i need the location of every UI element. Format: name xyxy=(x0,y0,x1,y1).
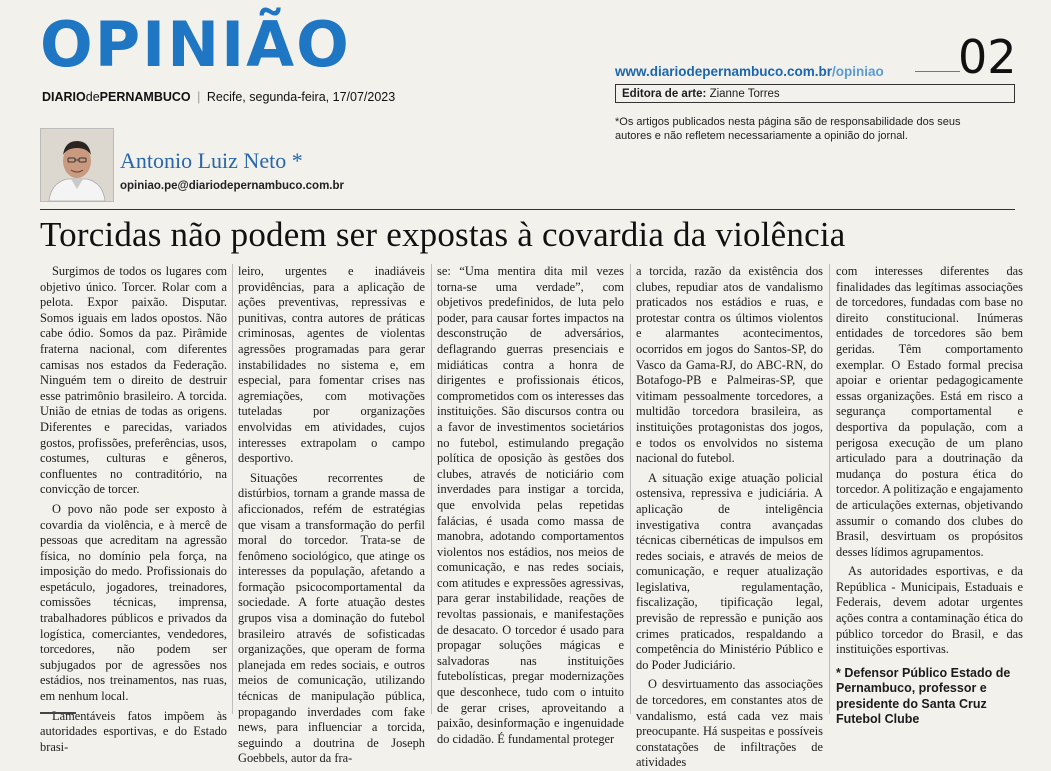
author-name: Antonio Luiz Neto * xyxy=(120,148,303,173)
paragraph: a torcida, razão da existência dos clubes, repudiar atos de vandalismo praticados nos estádios e ruas, e protestar contra os últimos violentos e alarmantes acontecimentos, ocorridos em jogos do Santos-SP, do Vasco da Gama-RJ, do ABC-RN, do Botafogo-PB e Palmeiras-SP, que vitimam pessoalmente torcedores, a multidão torcedora brasileira, as instituições protagonistas dos jogos, e todos os envolvidos no sistema nacional do futebol. xyxy=(636,264,823,466)
section-title: OPINIÃO xyxy=(40,8,351,81)
column-divider xyxy=(630,264,631,714)
author-photo xyxy=(40,128,114,202)
author-email-link[interactable]: opiniao.pe@diariodepernambuco.com.br xyxy=(120,180,344,192)
editor-name: Zianne Torres xyxy=(709,88,780,100)
author-portrait-icon xyxy=(41,129,113,201)
paragraph: O desvirtuamento das associações de torcedores, em constantes atos de vandalismo, está cada vez mais preocupante. Há suspeitas e possíveis constatações de infiltrações de atividades xyxy=(636,677,823,770)
masthead xyxy=(42,90,395,104)
paragraph: leiro, urgentes e inadiáveis providências, para a aplicação de ações preventivas, repressivas e punitivas, contra autores de práticas criminosas, agentes de violentas agressões programadas para gerar instabilidades no sistema e, em especial, para fomentar crises nas agremiações, com motivações tuteladas por organizações envolvidas em atividades, cujos interesses extrapolam o campo desportivo. xyxy=(238,264,425,466)
article-column-1 xyxy=(40,264,227,754)
page-corner-mark xyxy=(40,712,76,718)
column-divider xyxy=(232,264,233,714)
site-url-base: www.diariodepernambuco.com.br xyxy=(615,64,833,79)
brand-de: de xyxy=(85,90,100,104)
url-underline-divider xyxy=(915,71,960,72)
page-number: 02 xyxy=(958,30,1017,84)
paragraph: Lamentáveis fatos impõem às autoridades esportivas, e do Estado brasi- xyxy=(40,708,227,754)
editor-label: Editora de arte: xyxy=(622,88,707,100)
paragraph: Situações recorrentes de distúrbios, tornam a grande massa de aficcionados, refém de estratégias que visam a transformação do perfil moral do torcedor. Trata-se de fenômeno sociológico, que atinge os interesses da população, afetando a formação psicocomportamental da sociedade. A forte atuação destes grupos visa a dominação do futebol brasileiro através de sofisticadas organizações, que operam de forma planejada em redes sociais, e outros meios de comunicação, utilizando técnicas de manipulação pública, propagando inverdades com fake news, para influenciar a torcida, seguindo a doutrina de Joseph Goebbels, autor da fra- xyxy=(238,470,425,766)
paragraph: O povo não pode ser exposto à covardia da violência, e à mercê de pessoas que acreditam na agressão física, no domínio pela força, na imposição do medo. Profissionais do espetáculo, jogadores, treinadores, comissões técnicas, imprensa, trabalhadores públicos e privados da logística, comerciantes, vendedores, torcedores, não podem ser subjugados por de agressões nos estádios, nos treinamentos, nas ruas, em nenhum local. xyxy=(40,501,227,704)
paragraph: A situação exige atuação policial ostensiva, repressiva e judiciária. A aplicação de inteligência investigativa contra avançadas técnicas cibernéticas de impulsos em redes sociais, e através de meios de comunicação, e requer atualização legislativa, regulamentação, fiscalização, tipificação legal, previsão de repressão e punição aos crimes praticados, respaldando a competência do Ministério Público e do Poder Judiciário. xyxy=(636,470,823,672)
paragraph: As autoridades esportivas, e da República - Municipais, Estaduais e Federais, devem adotar urgentes ações contra a contaminação ética do público torcedor do Brasil, e das instituições esportivas. xyxy=(836,564,1023,657)
brand-pernambuco: PERNAMBUCO xyxy=(99,90,191,104)
column-divider xyxy=(829,264,830,714)
editor-credit-box xyxy=(615,84,1015,103)
paragraph: se: “Uma mentira dita mil vezes torna-se uma verdade”, com objetivos predefinidos, de luta pelo poder, para causar fortes impactos na desconstrução de adversários, deflagrando guerras presenciais e midiáticas contra a honra de dirigentes e profissionais éticos, comprometidos com os interesses das instituições. São discursos contra ou a favor de investimentos societários no futebol, estimulando pregação política de oposição às gestões dos clubes, através de noticiário com inverdades para instigar a torcida, que envolvida pelas repetidas falácias, é usada como massa de manobra, adotando comportamentos violentos nos estádios, nos meios de comunicação, e nas redes sociais, com atitudes e expressões agressivas, para gerar instabilidade, reações de revoltas passionais, e manifestações de desacato. O torcedor é usado para propagar soluções mágicas e salvadoras nas instituições futebolísticas, pregar modernizações que desconhece, tudo com o intuito de gerar crises, aproveitando a paixão, desinformação e ingenuidade do cidadão. É fundamental proteger xyxy=(437,264,624,746)
article-column-3 xyxy=(437,264,624,746)
article-column-2 xyxy=(238,264,425,766)
brand-diario: DIARIO xyxy=(42,90,86,104)
header-divider xyxy=(40,209,1015,210)
article-column-5 xyxy=(836,264,1023,727)
site-url-section: /opiniao xyxy=(832,64,884,79)
masthead-separator: | xyxy=(197,90,201,104)
column-divider xyxy=(431,264,432,714)
author-signature: * Defensor Público Estado de Pernambuco, professor e presidente do Santa Cruz Futebol Clube xyxy=(836,665,1011,727)
dateline: Recife, segunda-feira, 17/07/2023 xyxy=(206,90,396,104)
paragraph: com interesses diferentes das finalidades das legítimas associações de torcedores, fundadas com base no direito constitucional. Inúmeras entidades de torcedores são bem geridas. Têm comportamento exemplar. O Estado formal precisa apoiar e orientar pedagogicamente essas organizações. Está em risco a segurança comportamental e desportiva da população, com a perigosa execução de um plano articulado para a doutrinação da mudança do postura ética do torcedor. A politização e engajamento de articulações externas, objetivando assumir o comando dos clubes do Brasil, desvirtuam os propósitos desses lídimos agrupamentos. xyxy=(836,264,1023,559)
article-column-4 xyxy=(636,264,823,770)
article-headline: Torcidas não podem ser expostas à covardia da violência xyxy=(40,215,846,254)
article-body xyxy=(0,264,1051,770)
disclaimer: *Os artigos publicados nesta página são de responsabilidade dos seus autores e não refletem necessariamente a opinião do jornal. xyxy=(615,116,961,142)
site-url-link[interactable] xyxy=(615,64,884,79)
paragraph: Surgimos de todos os lugares com objetivo único. Torcer. Rolar com a pelota. Expor paixão. Disputar. Somos iguais em lados opostos. Não cabe ódio. Somos da paz. Pirâmide fraterna nacional, com diferentes camisas nos estados da Federação. Ninguém tem o direito de destruir esse patrimônio brasileiro. A torcida. União de etnias de todas as origens. Diferentes e parecidas, variados gostos, profissões, preferências, usos, costumes, culturas e gêneros, confluentes no contraditório, na convicção de torcer. xyxy=(40,264,227,497)
